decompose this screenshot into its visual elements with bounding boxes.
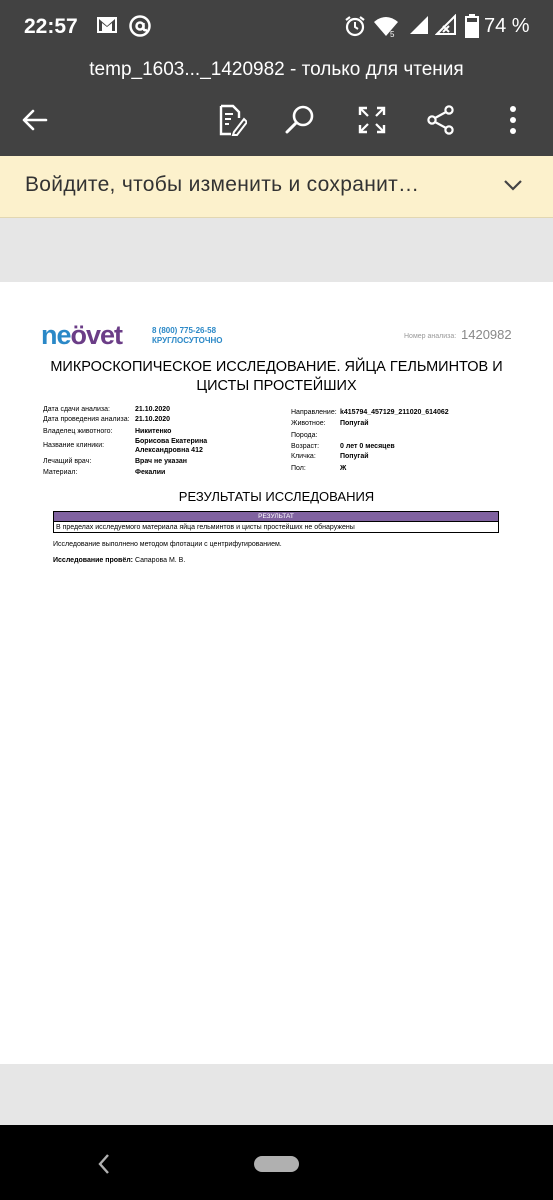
fullscreen-icon <box>358 106 386 134</box>
sign-in-banner[interactable] <box>0 156 553 218</box>
gmail-icon <box>96 14 118 41</box>
back-arrow-icon <box>20 105 50 135</box>
info-label: Возраст: <box>291 443 320 450</box>
status-time: 22:57 <box>24 15 78 38</box>
results-heading: РЕЗУЛЬТАТЫ ИССЛЕДОВАНИЯ <box>178 489 375 504</box>
info-value: Никитенко <box>135 428 172 435</box>
search-button[interactable] <box>280 100 320 140</box>
info-label: Кличка: <box>291 453 316 460</box>
info-label: Название клиники: <box>43 442 105 449</box>
signal-icon <box>408 14 430 41</box>
info-label: Дата проведения анализа: <box>43 416 130 423</box>
analysis-number: 1420982 <box>461 327 512 342</box>
back-button[interactable] <box>15 100 55 140</box>
status-bar <box>0 0 553 56</box>
banner-text: Войдите, чтобы изменить и сохранит… <box>25 173 420 196</box>
document-page <box>0 282 553 1064</box>
at-icon <box>128 14 152 43</box>
info-value: 0 лет 0 месяцев <box>340 443 395 450</box>
home-pill-button[interactable] <box>254 1156 299 1172</box>
info-label: Животное: <box>291 420 326 427</box>
chevron-down-icon[interactable] <box>503 178 523 197</box>
share-icon <box>426 105 456 135</box>
info-value: Борисова Екатерина Александровна 412 <box>135 438 208 454</box>
info-value: 21.10.2020 <box>135 416 171 423</box>
results-table-header: РЕЗУЛЬТАТ <box>54 512 498 521</box>
more-options-button[interactable] <box>493 100 533 140</box>
more-vert-icon <box>508 105 518 135</box>
signal-no-data-icon <box>435 14 459 41</box>
system-nav-bar <box>0 1125 553 1200</box>
document-viewer[interactable] <box>0 219 553 1125</box>
info-value: Врач не указан <box>135 458 188 465</box>
info-value: Попугай <box>340 453 369 460</box>
search-icon <box>284 104 316 136</box>
info-label: Владелец животного: <box>43 428 113 435</box>
info-value: Фекалии <box>135 469 166 476</box>
clinic-phone <box>152 326 222 346</box>
edit-button[interactable] <box>212 100 252 140</box>
svg-text:5: 5 <box>390 30 395 38</box>
document-title: МИКРОСКОПИЧЕСКОЕ ИССЛЕДОВАНИЕ. ЯЙЦА ГЕЛЬМИНТОВ И ЦИСТЫ ПРОСТЕЙШИХ <box>50 359 503 394</box>
method-note: Исследование выполнено методом флотации с центрифугированием. <box>53 541 282 548</box>
app-title: temp_1603..._1420982 - только для чтения <box>89 59 464 80</box>
share-button[interactable] <box>421 100 461 140</box>
info-label: Порода: <box>291 432 318 439</box>
toolbar <box>0 84 553 156</box>
battery-percent: 74 % <box>484 15 530 37</box>
info-label: Материал: <box>43 469 78 476</box>
document-title-bar <box>0 56 553 84</box>
info-value: 21.10.2020 <box>135 406 171 413</box>
info-value: Попугай <box>340 420 369 427</box>
alarm-icon <box>343 14 367 43</box>
info-value: Ж <box>340 465 347 472</box>
author-name: Сапарова М. В. <box>134 557 186 564</box>
info-label: Направление: <box>291 409 337 416</box>
info-label: Дата сдачи анализа: <box>43 406 110 413</box>
results-table <box>53 511 499 533</box>
fullscreen-button[interactable] <box>352 100 392 140</box>
neovet-logo: neövet <box>41 320 123 350</box>
edit-document-icon <box>217 104 247 136</box>
nav-back-icon[interactable] <box>92 1152 116 1181</box>
results-table-row: В пределах исследуемого материала яйца гельминтов и цисты простейших не обнаружены <box>54 521 498 532</box>
wifi-icon <box>372 14 400 43</box>
hours-label: КРУГЛОСУТОЧНО <box>152 336 223 345</box>
phone-number: 8 (800) 775-26-58 <box>152 326 217 335</box>
info-label: Лечащий врач: <box>43 458 92 465</box>
info-value: k415794_457129_211020_614062 <box>340 409 449 416</box>
battery-icon <box>465 14 479 43</box>
info-label: Пол: <box>291 465 306 472</box>
author-label: Исследование провёл: <box>53 557 134 564</box>
analysis-number-label: Номер анализа: <box>404 333 457 340</box>
author-line <box>53 557 185 564</box>
